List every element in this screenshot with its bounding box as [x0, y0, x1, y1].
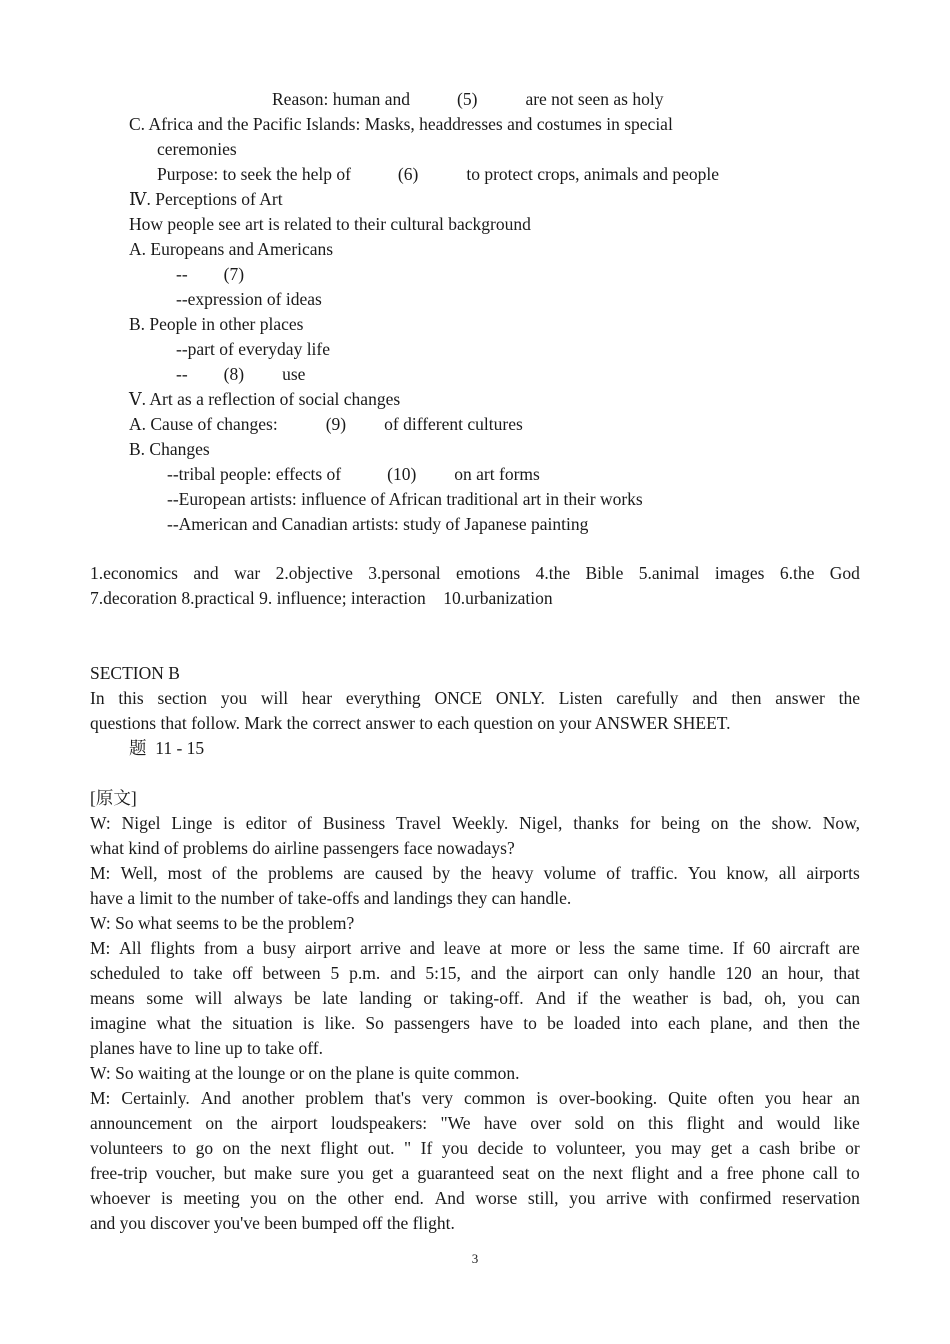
word: the: [739, 813, 761, 833]
word: but: [223, 1163, 247, 1183]
transcript-line: [90, 1111, 860, 1136]
word: less: [578, 938, 605, 958]
word: problem: [305, 1088, 364, 1108]
word: Nigel: [121, 813, 161, 833]
section-b-title: SECTION B: [90, 663, 180, 683]
word: know,: [726, 863, 769, 883]
transcript-line: [90, 861, 860, 886]
reason-line: [272, 87, 663, 112]
word: on: [617, 1113, 635, 1133]
word: out.: [367, 1138, 395, 1158]
word: 120: [725, 963, 752, 983]
word: a: [741, 1138, 750, 1158]
word: will: [260, 688, 289, 708]
word: you: [765, 1088, 792, 1108]
word: volunteers: [90, 1138, 163, 1158]
word: the: [505, 963, 528, 983]
section-b-instr-2: questions that follow. Mark the correct answer to each question on your ANSWER SHEET.: [90, 713, 731, 733]
word: is: [699, 988, 712, 1008]
word: handle: [668, 963, 716, 983]
word: W:: [90, 813, 111, 833]
iv-intro: How people see art is related to their cultural background: [129, 214, 531, 234]
word: are: [838, 938, 860, 958]
word: only: [627, 963, 659, 983]
word: a: [246, 938, 255, 958]
word: hear: [802, 1088, 833, 1108]
word: 60: [752, 938, 771, 958]
word: "We: [440, 1113, 471, 1133]
reason-prefix: Reason: human and: [272, 89, 411, 109]
word: would: [776, 1113, 821, 1133]
word: seat: [502, 1163, 530, 1183]
v-heading: Ⅴ. Art as a reflection of social changes: [129, 389, 401, 409]
word: get: [710, 1138, 733, 1158]
word: each: [668, 1013, 701, 1033]
word: the: [200, 1013, 223, 1033]
word: arrive: [360, 938, 401, 958]
transcript-line: [90, 1161, 860, 1186]
word: you: [337, 1163, 364, 1183]
transcript-line: have a limit to the number of take-offs and landings they can handle.: [90, 888, 572, 908]
word: you: [635, 1138, 662, 1158]
word: or: [423, 988, 438, 1008]
word: sure: [300, 1163, 330, 1183]
blank-7: (7): [223, 264, 245, 284]
word: have: [483, 1113, 517, 1133]
transcript-line: and you discover you've been bumped off the flight.: [90, 1213, 455, 1233]
transcript-line: [90, 1086, 860, 1111]
word: and: [737, 1113, 764, 1133]
word: on: [222, 1138, 241, 1158]
word: is: [536, 1088, 548, 1108]
blank-6: (6): [397, 164, 419, 184]
word: And: [200, 1088, 231, 1108]
cause-suffix: of different cultures: [384, 414, 523, 434]
word: may: [671, 1138, 702, 1158]
word: Listen: [558, 688, 603, 708]
word: and: [692, 688, 718, 708]
word: M:: [90, 1088, 111, 1108]
word: meeting: [183, 1188, 240, 1208]
word: next: [592, 1163, 623, 1183]
word: if: [577, 988, 588, 1008]
word: most: [167, 863, 202, 883]
transcript-line: [90, 811, 860, 836]
word: are: [343, 863, 365, 883]
european-line: --European artists: influence of African traditional art in their works: [167, 489, 643, 509]
changes-heading: B. Changes: [129, 439, 210, 459]
word: take: [193, 963, 223, 983]
word: ": [403, 1138, 412, 1158]
word: taking-off.: [449, 988, 524, 1008]
transcript-line: W: So what seems to be the problem?: [90, 913, 355, 933]
iv-heading: Ⅳ. Perceptions of Art: [129, 189, 283, 209]
word: So: [365, 1013, 384, 1033]
word: by: [432, 863, 451, 883]
word: All: [119, 938, 142, 958]
word: oh,: [764, 988, 787, 1008]
blank-5: (5): [457, 89, 478, 109]
word: over-booking.: [558, 1088, 658, 1108]
word: you: [441, 1138, 469, 1158]
word: Weekly.: [451, 813, 509, 833]
word: arrive: [606, 1188, 647, 1208]
question-range: 题 11 - 15: [129, 738, 205, 758]
transcript-label: [原文]: [90, 788, 137, 808]
transcript-line: [90, 1136, 860, 1161]
word: what: [156, 1013, 191, 1033]
word: to: [172, 1138, 187, 1158]
a-heading: A. Europeans and Americans: [129, 239, 334, 259]
word: this: [118, 688, 144, 708]
word: the: [249, 1138, 272, 1158]
word: reservation: [782, 1188, 860, 1208]
word: landing: [359, 988, 412, 1008]
word: being: [661, 813, 701, 833]
b-heading: B. People in other places: [129, 314, 304, 334]
word: the: [563, 1163, 585, 1183]
word: over: [530, 1113, 562, 1133]
word: an: [761, 963, 779, 983]
word: can: [835, 988, 860, 1008]
word: a: [710, 1163, 719, 1183]
word: Now,: [822, 813, 860, 833]
word: traffic.: [630, 863, 678, 883]
word: flight: [686, 1113, 725, 1133]
word: imagine: [90, 1013, 147, 1033]
word: end.: [394, 1188, 424, 1208]
purpose-suffix: to protect crops, animals and people: [466, 164, 720, 184]
word: the: [460, 863, 482, 883]
word: like: [833, 1113, 860, 1133]
word: ONCE: [434, 688, 483, 708]
word: to: [169, 963, 184, 983]
word: In: [90, 688, 105, 708]
word: or: [555, 938, 570, 958]
blank-10: (10): [387, 464, 417, 484]
word: can: [593, 963, 618, 983]
word: then: [731, 688, 762, 708]
word: 5.animal: [638, 563, 700, 583]
word: on: [205, 1113, 223, 1133]
word: Nigel,: [519, 813, 563, 833]
word: 1.economics: [90, 563, 178, 583]
word: Certainly.: [121, 1088, 190, 1108]
word: caused: [374, 863, 423, 883]
word: If: [732, 938, 745, 958]
word: the: [838, 688, 860, 708]
word: to: [846, 1163, 860, 1183]
word: for: [629, 813, 651, 833]
word: section: [157, 688, 208, 708]
word: answer: [775, 688, 825, 708]
word: passengers: [394, 1013, 470, 1033]
word: volume: [543, 863, 597, 883]
word: Quite: [668, 1088, 708, 1108]
word: is: [302, 1013, 315, 1033]
word: p.m.: [349, 963, 381, 983]
american-line: --American and Canadian artists: study of Japanese painting: [167, 514, 589, 534]
word: hear: [301, 688, 333, 708]
a-item-1: [176, 262, 244, 287]
word: to: [532, 1138, 547, 1158]
b-item-1: --part of everyday life: [176, 339, 331, 359]
word: with: [657, 1188, 689, 1208]
word: If: [420, 1138, 433, 1158]
word: everything: [345, 688, 421, 708]
word: you: [797, 988, 825, 1008]
word: go: [195, 1138, 214, 1158]
page-number: 3: [471, 1251, 479, 1266]
word: have: [480, 1013, 514, 1033]
purpose-line: [157, 162, 719, 187]
word: common: [463, 1088, 526, 1108]
word: like.: [324, 1013, 356, 1033]
word: emotions: [456, 563, 521, 583]
word: the: [236, 863, 258, 883]
word: is: [160, 1188, 173, 1208]
word: time.: [688, 938, 724, 958]
blank-9: (9): [325, 414, 347, 434]
word: aircraft: [779, 938, 830, 958]
word: weather: [632, 988, 688, 1008]
word: free: [726, 1163, 754, 1183]
word: phone: [761, 1163, 805, 1183]
word: Linge: [171, 813, 213, 833]
blank-8: (8): [223, 364, 245, 384]
transcript-line: planes have to line up to take off.: [90, 1038, 323, 1058]
word: airports: [806, 863, 860, 883]
c-heading: C. Africa and the Pacific Islands: Masks, headdresses and costumes in special: [129, 114, 673, 134]
word: volunteer,: [556, 1138, 626, 1158]
word: other: [347, 1188, 384, 1208]
word: You: [687, 863, 717, 883]
word: 5:15,: [425, 963, 461, 983]
transcript-line: [90, 986, 860, 1011]
word: get: [371, 1163, 394, 1183]
word: this: [647, 1113, 674, 1133]
b-item-2-suffix: use: [282, 364, 306, 384]
word: you: [250, 1188, 277, 1208]
word: scheduled: [90, 963, 160, 983]
word: the: [599, 988, 621, 1008]
word: show.: [771, 813, 812, 833]
word: the: [838, 1013, 860, 1033]
word: 2.objective: [275, 563, 353, 583]
transcript-line: what kind of problems do airline passengers face nowadays?: [90, 838, 515, 858]
word: and: [409, 938, 435, 958]
word: cash: [758, 1138, 791, 1158]
word: heavy: [491, 863, 534, 883]
reason-suffix: are not seen as holy: [525, 89, 664, 109]
word: you: [220, 688, 248, 708]
word: flight: [631, 1163, 669, 1183]
word: next: [280, 1138, 311, 1158]
word: that: [833, 963, 860, 983]
word: leave: [443, 938, 481, 958]
word: and: [193, 563, 219, 583]
word: 3.personal: [368, 563, 441, 583]
word: confirmed: [699, 1188, 772, 1208]
word: and: [390, 963, 416, 983]
word: of: [211, 863, 227, 883]
tribal-line: [167, 462, 540, 487]
word: airport: [270, 1113, 318, 1133]
word: and: [677, 1163, 703, 1183]
word: Travel: [396, 813, 442, 833]
tribal-suffix: on art forms: [454, 464, 540, 484]
word: the: [613, 938, 635, 958]
word: same: [643, 938, 680, 958]
purpose-prefix: Purpose: to seek the help of: [157, 164, 351, 184]
word: on: [537, 1163, 556, 1183]
word: more: [510, 938, 547, 958]
word: ONLY.: [495, 688, 545, 708]
word: another: [241, 1088, 295, 1108]
word: then: [798, 1013, 829, 1033]
word: problems: [268, 863, 334, 883]
answers-line-2: 7.decoration 8.practical 9. influence; interaction 10.urbanization: [90, 588, 553, 608]
word: all: [778, 863, 797, 883]
word: is: [223, 813, 235, 833]
dash: --: [176, 364, 188, 384]
word: M:: [90, 863, 111, 883]
word: Well,: [120, 863, 158, 883]
b-item-2: [176, 362, 305, 387]
word: bad,: [722, 988, 753, 1008]
answers-line-1: [90, 561, 860, 586]
word: of: [297, 813, 312, 833]
word: you: [569, 1188, 596, 1208]
word: on: [710, 813, 729, 833]
word: to: [523, 1013, 537, 1033]
transcript-line: [90, 961, 860, 986]
word: flights: [150, 938, 195, 958]
word: some: [146, 988, 184, 1008]
word: And: [535, 988, 566, 1008]
word: loudspeakers:: [330, 1113, 428, 1133]
transcript-line: W: So waiting at the lounge or on the plane is quite common.: [90, 1063, 520, 1083]
word: voucher,: [155, 1163, 216, 1183]
c-heading-cont: ceremonies: [157, 139, 237, 159]
word: Business: [322, 813, 386, 833]
word: call: [812, 1163, 839, 1183]
word: airport: [304, 938, 352, 958]
dash: --: [176, 264, 188, 284]
word: 4.the: [535, 563, 571, 583]
section-b-instr-1: [90, 686, 860, 711]
word: be: [547, 1013, 564, 1033]
word: and: [762, 1013, 788, 1033]
word: and: [470, 963, 496, 983]
word: M:: [90, 938, 111, 958]
word: still,: [527, 1188, 559, 1208]
cause-prefix: A. Cause of changes:: [129, 414, 278, 434]
word: at: [489, 938, 502, 958]
tribal-prefix: --tribal people: effects of: [167, 464, 342, 484]
word: loaded: [573, 1013, 621, 1033]
word: And: [434, 1188, 465, 1208]
word: war: [234, 563, 261, 583]
word: guaranteed: [417, 1163, 495, 1183]
word: into: [630, 1013, 658, 1033]
word: or: [845, 1138, 860, 1158]
word: on: [287, 1188, 305, 1208]
transcript-line: [90, 1186, 860, 1211]
word: announcement: [90, 1113, 193, 1133]
word: carefully: [616, 688, 679, 708]
word: the: [315, 1188, 337, 1208]
word: always: [233, 988, 283, 1008]
word: be: [294, 988, 311, 1008]
word: 5: [330, 963, 340, 983]
word: off: [232, 963, 253, 983]
word: worse: [475, 1188, 518, 1208]
word: very: [421, 1088, 453, 1108]
word: from: [203, 938, 238, 958]
word: hour,: [787, 963, 824, 983]
word: plane,: [710, 1013, 753, 1033]
word: the: [236, 1113, 258, 1133]
word: often: [718, 1088, 755, 1108]
transcript-line: [90, 936, 860, 961]
word: thanks: [573, 813, 619, 833]
word: Bible: [585, 563, 624, 583]
word: bribe: [799, 1138, 836, 1158]
word: decide: [477, 1138, 524, 1158]
word: between: [262, 963, 321, 983]
word: images: [714, 563, 765, 583]
word: of: [606, 863, 621, 883]
word: that's: [374, 1088, 411, 1108]
word: make: [254, 1163, 293, 1183]
word: will: [194, 988, 223, 1008]
word: means: [90, 988, 135, 1008]
a-item-2: --expression of ideas: [176, 289, 322, 309]
word: sold: [574, 1113, 604, 1133]
word: whoever: [90, 1188, 151, 1208]
word: situation: [232, 1013, 293, 1033]
word: editor: [245, 813, 287, 833]
word: airport: [537, 963, 584, 983]
word: a: [401, 1163, 410, 1183]
word: God: [829, 563, 860, 583]
word: flight: [320, 1138, 359, 1158]
word: late: [322, 988, 348, 1008]
transcript-line: [90, 1011, 860, 1036]
word: 6.the: [779, 563, 815, 583]
word: an: [843, 1088, 860, 1108]
word: busy: [262, 938, 297, 958]
word: free-trip: [90, 1163, 148, 1183]
cause-line: [129, 412, 523, 437]
